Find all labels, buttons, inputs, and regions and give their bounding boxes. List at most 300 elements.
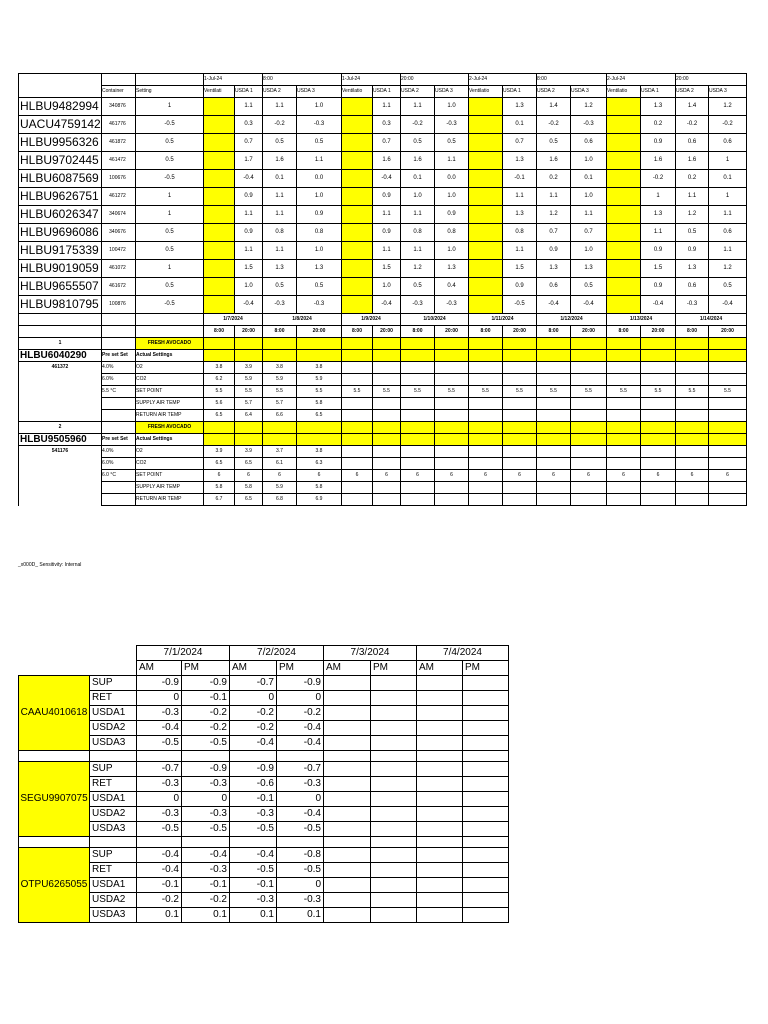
ventilation-cell — [204, 152, 235, 170]
empty-cell — [463, 706, 509, 721]
usda-value: 1.0 — [297, 98, 342, 116]
usda-value: 1.6 — [263, 152, 297, 170]
usda-value: 1.2 — [709, 260, 747, 278]
container-number: 461072 — [102, 260, 136, 278]
highlight-cell — [297, 338, 342, 350]
highlight-cell — [469, 422, 503, 434]
container-row — [19, 296, 747, 314]
empty-cell — [371, 848, 417, 863]
reading-value: 6 — [342, 470, 373, 482]
block-id-row — [19, 434, 747, 446]
empty-cell — [463, 792, 509, 807]
reading-value: 0.1 — [182, 908, 230, 923]
sensor-label: USDA3 — [90, 822, 137, 837]
reading-value: 0 — [182, 792, 230, 807]
ventilation-cell — [469, 170, 503, 188]
reading-value — [401, 446, 435, 458]
reading-value — [537, 410, 571, 422]
reading-value: -0.3 — [182, 863, 230, 878]
reading-value: -0.2 — [182, 706, 230, 721]
empty-cell — [417, 706, 463, 721]
usda-value: 1.6 — [401, 152, 435, 170]
usda-value: 0.8 — [503, 224, 537, 242]
usda-value: 1.1 — [373, 206, 401, 224]
date-label: 1/14/2024 — [676, 314, 747, 326]
container-number: 100676 — [102, 170, 136, 188]
reading-row — [19, 878, 509, 893]
reading-value — [537, 362, 571, 374]
reading-value: -0.7 — [137, 762, 182, 777]
block-data-row — [19, 374, 747, 386]
empty-cell — [324, 863, 371, 878]
reading-value — [537, 482, 571, 494]
block-data-row — [19, 362, 747, 374]
reading-row — [19, 792, 509, 807]
ventilation-cell — [342, 260, 373, 278]
reading-value: 5.5 — [641, 386, 676, 398]
highlight-cell — [373, 434, 401, 446]
empty-cell — [371, 807, 417, 822]
usda-value: 0.4 — [435, 278, 469, 296]
container-row — [19, 242, 747, 260]
reading-value — [571, 398, 607, 410]
time-header: 8:00 — [537, 74, 607, 86]
empty-cell — [371, 822, 417, 837]
ventilation-cell — [342, 296, 373, 314]
usda-value: 0.1 — [709, 170, 747, 188]
container-id: HLBU9019059 — [19, 260, 102, 278]
reading-value — [503, 446, 537, 458]
ventilation-cell — [607, 224, 641, 242]
ventilation-cell — [469, 296, 503, 314]
empty-cell — [417, 721, 463, 736]
setting-value: 0.5 — [136, 278, 204, 296]
reading-value — [571, 482, 607, 494]
spacer — [182, 837, 230, 848]
am-header: AM — [137, 661, 182, 676]
highlight-cell — [676, 350, 709, 362]
reading-value — [503, 374, 537, 386]
empty-cell — [417, 807, 463, 822]
ventilation-cell — [342, 134, 373, 152]
ventilation-cell — [342, 206, 373, 224]
highlight-cell — [373, 350, 401, 362]
usda-value: 1.0 — [435, 242, 469, 260]
usda-value: 0.6 — [709, 134, 747, 152]
block-data-row — [19, 470, 747, 482]
ventilation-cell — [607, 278, 641, 296]
column-header: USDA 1 — [641, 86, 676, 98]
usda-value: -0.3 — [401, 296, 435, 314]
usda-value: 1.0 — [235, 278, 263, 296]
setting-value: 1 — [136, 188, 204, 206]
reading-value — [607, 362, 641, 374]
empty-cell — [371, 676, 417, 691]
usda-value: 0.5 — [709, 278, 747, 296]
container-row — [19, 260, 747, 278]
reading-value: 3.7 — [263, 446, 297, 458]
actual-label: Actual Settings — [136, 350, 204, 362]
group-spacer — [19, 837, 509, 848]
actual-label: Actual Settings — [136, 434, 204, 446]
usda-value: 1.1 — [401, 206, 435, 224]
sensor-label: USDA1 — [90, 878, 137, 893]
date-header: 7/2/2024 — [230, 646, 324, 661]
usda-value: 1.1 — [263, 98, 297, 116]
ventilation-cell — [469, 188, 503, 206]
usda-value: 1.2 — [571, 98, 607, 116]
highlight-cell — [297, 350, 342, 362]
date-header: 2-Jul-24 — [469, 74, 537, 86]
usda-value: -0.2 — [709, 116, 747, 134]
product-name: FRESH AVOCADO — [136, 338, 204, 350]
date-label: 1/12/2024 — [537, 314, 607, 326]
block-data-row — [19, 446, 747, 458]
usda-value: -0.3 — [297, 116, 342, 134]
reading-value: 5.5 — [204, 386, 235, 398]
usda-value: 0.5 — [435, 134, 469, 152]
spacer — [324, 837, 371, 848]
pm-header: PM — [463, 661, 509, 676]
highlight-cell — [263, 350, 297, 362]
reading-value — [435, 494, 469, 506]
usda-value: 0.9 — [297, 206, 342, 224]
reading-value — [469, 362, 503, 374]
reading-value: -0.1 — [230, 878, 277, 893]
usda-value: 0.9 — [235, 224, 263, 242]
empty-cell — [463, 676, 509, 691]
container-header: Container — [102, 86, 136, 98]
highlight-cell — [571, 422, 607, 434]
ventilation-cell — [469, 224, 503, 242]
ventilation-cell — [469, 242, 503, 260]
highlight-cell — [709, 350, 747, 362]
highlight-cell — [537, 434, 571, 446]
container-id: CAAU4010618 — [19, 676, 90, 751]
preset-label: Pre set Set — [102, 434, 136, 446]
usda-value: 1.6 — [373, 152, 401, 170]
ventilation-cell — [607, 134, 641, 152]
reading-value: 5.5 — [469, 386, 503, 398]
usda-value: 1.1 — [263, 242, 297, 260]
usda-value: 0.8 — [435, 224, 469, 242]
empty-cell — [463, 807, 509, 822]
reading-value: 6.7 — [204, 494, 235, 506]
usda-value: 1.3 — [263, 260, 297, 278]
reading-value — [537, 374, 571, 386]
highlight-cell — [641, 434, 676, 446]
highlight-cell — [676, 422, 709, 434]
container-row — [19, 98, 747, 116]
spacer — [230, 837, 277, 848]
ventilation-cell — [469, 116, 503, 134]
highlight-cell — [503, 338, 537, 350]
highlight-cell — [342, 422, 373, 434]
highlight-cell — [537, 422, 571, 434]
empty-cell — [324, 792, 371, 807]
reading-value: 6.8 — [263, 494, 297, 506]
reading-value: -0.6 — [230, 777, 277, 792]
usda-value: 1.1 — [401, 242, 435, 260]
highlight-cell — [401, 338, 435, 350]
reading-value — [537, 494, 571, 506]
date-label: 1/9/2024 — [342, 314, 401, 326]
ventilation-cell — [469, 134, 503, 152]
ventilation-cell — [204, 116, 235, 134]
empty-cell — [417, 863, 463, 878]
reading-value: -0.5 — [230, 822, 277, 837]
reading-value — [676, 482, 709, 494]
setting-value: -0.5 — [136, 116, 204, 134]
reading-value — [342, 398, 373, 410]
reading-value — [607, 398, 641, 410]
reading-value: 5.8 — [297, 482, 342, 494]
reading-value — [676, 458, 709, 470]
ventilation-cell — [342, 278, 373, 296]
reading-value: 5.5 — [373, 386, 401, 398]
highlight-cell — [503, 434, 537, 446]
group-spacer — [19, 751, 509, 762]
usda-value: 0.7 — [235, 134, 263, 152]
sensor-label: USDA2 — [90, 721, 137, 736]
highlight-cell — [607, 434, 641, 446]
ventilation-cell — [204, 278, 235, 296]
blank-header — [136, 74, 204, 86]
highlight-cell — [263, 434, 297, 446]
usda-value: 1.1 — [235, 206, 263, 224]
reading-value: 6 — [373, 470, 401, 482]
reading-value — [641, 446, 676, 458]
usda-value: 1.1 — [373, 98, 401, 116]
ventilation-cell — [469, 206, 503, 224]
reading-value — [373, 494, 401, 506]
usda-value: -0.4 — [537, 296, 571, 314]
date-label: 1/8/2024 — [263, 314, 342, 326]
blank — [19, 326, 102, 338]
reading-row — [19, 777, 509, 792]
reading-value — [401, 410, 435, 422]
reading-value: 6 — [469, 470, 503, 482]
reading-value: 0.1 — [137, 908, 182, 923]
date-header: 2-Jul-24 — [607, 74, 676, 86]
reading-value: 6.1 — [263, 458, 297, 470]
container-number: 461872 — [102, 134, 136, 152]
reading-value: -0.7 — [230, 676, 277, 691]
empty-cell — [417, 848, 463, 863]
empty-cell — [371, 762, 417, 777]
reading-value: 5.5 — [342, 386, 373, 398]
usda-value: 1.0 — [435, 98, 469, 116]
reading-value: -0.3 — [137, 777, 182, 792]
sensor-label: USDA3 — [90, 908, 137, 923]
usda-value: -0.1 — [503, 170, 537, 188]
reading-value: 3.9 — [235, 446, 263, 458]
reading-value: 3.9 — [235, 362, 263, 374]
ventilation-cell — [607, 206, 641, 224]
reading-value: 6.5 — [204, 458, 235, 470]
ventilation-cell — [342, 170, 373, 188]
reading-row — [19, 893, 509, 908]
usda-value: 1.5 — [641, 260, 676, 278]
empty-cell — [324, 822, 371, 837]
reading-value: 5.8 — [235, 482, 263, 494]
reading-value: 5.5 — [571, 386, 607, 398]
empty-cell — [324, 893, 371, 908]
usda-value: -0.4 — [709, 296, 747, 314]
empty-cell — [324, 676, 371, 691]
reading-row — [19, 691, 509, 706]
spacer — [90, 837, 137, 848]
date-label: 1/13/2024 — [607, 314, 676, 326]
reading-value: -0.5 — [137, 736, 182, 751]
ventilation-cell — [204, 188, 235, 206]
usda-value: 1.3 — [641, 206, 676, 224]
reading-value — [571, 446, 607, 458]
spacer — [19, 751, 90, 762]
container-id: HLBU9482994 — [19, 98, 102, 116]
empty-cell — [463, 721, 509, 736]
reading-value: 3.8 — [263, 362, 297, 374]
reading-value: 6.5 — [235, 458, 263, 470]
date-label: 1/11/2024 — [469, 314, 537, 326]
usda-value: -0.2 — [676, 116, 709, 134]
spacer — [90, 751, 137, 762]
empty-cell — [417, 736, 463, 751]
reading-value — [709, 458, 747, 470]
usda-value: 0.9 — [641, 134, 676, 152]
container-row — [19, 152, 747, 170]
reading-value — [373, 362, 401, 374]
usda-value: 1.1 — [297, 152, 342, 170]
time-label: 20:00 — [373, 326, 401, 338]
date-header: 7/3/2024 — [324, 646, 417, 661]
highlight-cell — [297, 434, 342, 446]
spacer — [371, 837, 417, 848]
reading-value — [469, 482, 503, 494]
date-header: 1-Jul-24 — [204, 74, 263, 86]
blank — [136, 314, 204, 326]
empty-cell — [371, 736, 417, 751]
reading-value: 0 — [277, 878, 324, 893]
sensor-label: RET — [90, 777, 137, 792]
empty-cell — [463, 822, 509, 837]
container-id: UACU4759142 — [19, 116, 102, 134]
usda-value: 0.5 — [676, 224, 709, 242]
empty-cell — [371, 863, 417, 878]
usda-value: -0.4 — [641, 296, 676, 314]
preset-value — [102, 410, 136, 422]
block-data-row — [19, 386, 747, 398]
usda-value: 1.3 — [641, 98, 676, 116]
container-id: HLBU9696086 — [19, 224, 102, 242]
setting-value: 1 — [136, 206, 204, 224]
usda-value: 0.6 — [537, 278, 571, 296]
ventilation-cell — [204, 224, 235, 242]
container-number: 100472 — [102, 242, 136, 260]
reading-value: -0.3 — [230, 807, 277, 822]
reading-value: 5.5 — [709, 386, 747, 398]
setting-value: 0.5 — [136, 224, 204, 242]
sensor-label: SUP — [90, 762, 137, 777]
date-header: 1-Jul-24 — [342, 74, 401, 86]
parameter-name: O2 — [136, 362, 204, 374]
ventilation-cell — [469, 260, 503, 278]
preset-value: 4.0% — [102, 362, 136, 374]
reading-value: 0 — [230, 691, 277, 706]
reading-value: -0.3 — [277, 893, 324, 908]
reading-value: 5.5 — [435, 386, 469, 398]
container-id: OTPU6265055 — [19, 848, 90, 923]
reading-value — [435, 458, 469, 470]
reading-value: -0.3 — [182, 807, 230, 822]
usda-value: 1.2 — [401, 260, 435, 278]
reading-value: -0.5 — [277, 822, 324, 837]
empty-cell — [417, 908, 463, 923]
reading-value: 0 — [137, 792, 182, 807]
highlight-cell — [342, 350, 373, 362]
usda-value: 0.9 — [435, 206, 469, 224]
usda-value: -0.2 — [401, 116, 435, 134]
ventilation-cell — [342, 242, 373, 260]
usda-value: -0.3 — [571, 116, 607, 134]
reading-value — [373, 374, 401, 386]
column-header: USDA 2 — [263, 86, 297, 98]
reading-value: -0.1 — [137, 878, 182, 893]
block-number: 2 — [19, 422, 102, 434]
reading-value: 6 — [537, 470, 571, 482]
time-label: 20:00 — [709, 326, 747, 338]
reading-value — [401, 458, 435, 470]
highlight-cell — [401, 422, 435, 434]
reading-value — [641, 458, 676, 470]
empty-cell — [324, 762, 371, 777]
setting-value: -0.5 — [136, 296, 204, 314]
reading-value — [607, 482, 641, 494]
usda-value: 0.7 — [503, 134, 537, 152]
empty-cell — [417, 691, 463, 706]
ventilation-cell — [204, 134, 235, 152]
highlight-cell — [435, 422, 469, 434]
sensor-label: RET — [90, 863, 137, 878]
reading-value: -0.2 — [182, 893, 230, 908]
setting-value: -0.5 — [136, 170, 204, 188]
am-header: AM — [230, 661, 277, 676]
empty-cell — [371, 706, 417, 721]
container-temperature-table — [18, 73, 747, 506]
reading-value — [537, 458, 571, 470]
highlight-cell — [373, 338, 401, 350]
usda-value: 1 — [641, 188, 676, 206]
reading-value — [571, 494, 607, 506]
time-label: 8:00 — [469, 326, 503, 338]
usda-value: -0.3 — [435, 116, 469, 134]
usda-value: 1.1 — [503, 242, 537, 260]
reading-value — [641, 482, 676, 494]
reading-value: 0.1 — [230, 908, 277, 923]
highlight-cell — [401, 434, 435, 446]
parameter-name: CO2 — [136, 374, 204, 386]
preset-value — [102, 482, 136, 494]
usda-value: 0.9 — [676, 242, 709, 260]
usda-value: 1 — [709, 152, 747, 170]
reading-value: 3.8 — [297, 362, 342, 374]
spacer — [463, 751, 509, 762]
highlight-cell — [235, 338, 263, 350]
reading-value — [503, 410, 537, 422]
reading-value: 0.1 — [277, 908, 324, 923]
empty-cell — [463, 762, 509, 777]
reading-value — [469, 458, 503, 470]
